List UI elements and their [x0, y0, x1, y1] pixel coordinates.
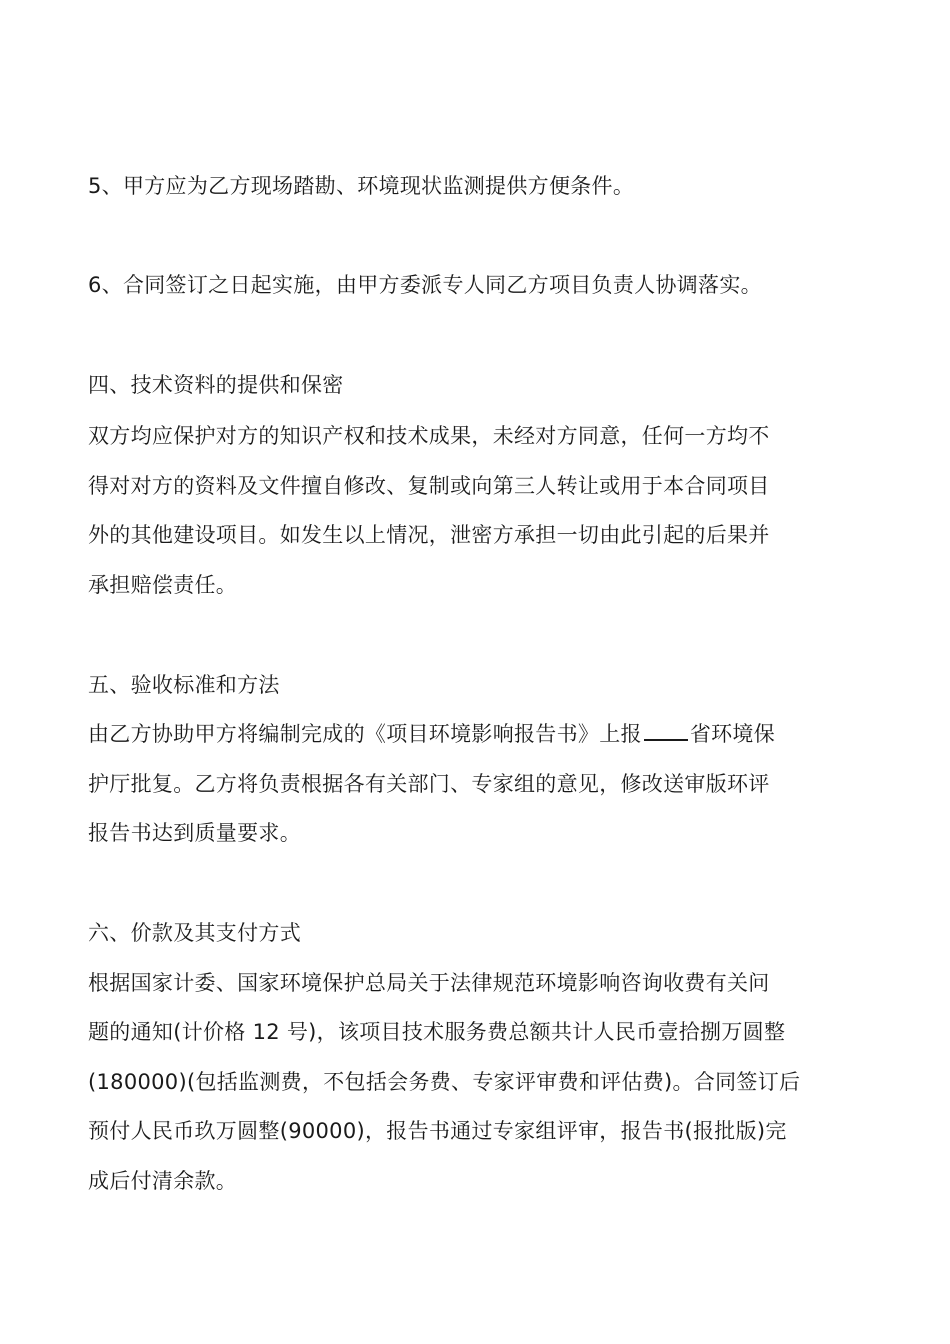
section-6-paragraph-line: 成后付清余款。: [88, 1169, 238, 1193]
section-4-paragraph-line: 承担赔偿责任。: [88, 573, 238, 597]
section-5-heading: 五、验收标准和方法: [88, 673, 280, 697]
section-4-paragraph-line: 外的其他建设项目。如发生以上情况，泄密方承担一切由此引起的后果并: [88, 523, 770, 547]
section-6-heading: 六、价款及其支付方式: [88, 921, 301, 945]
clause-5: 5、甲方应为乙方现场踏勘、环境现状监测提供方便条件。: [88, 174, 635, 198]
section-6-paragraph-line: 题的通知(计价格 12 号)，该项目技术服务费总额共计人民币壹拾捌万圆整: [88, 1020, 786, 1044]
section-4-paragraph-line: 得对对方的资料及文件擅自修改、复制或向第三人转让或用于本合同项目: [88, 474, 770, 498]
section-5-paragraph-line: [88, 719, 868, 749]
section-5-paragraph-line: 报告书达到质量要求。: [88, 821, 301, 845]
section-4-paragraph-line: 双方均应保护对方的知识产权和技术成果，未经对方同意，任何一方均不: [88, 424, 770, 448]
section-4-heading: 四、技术资料的提供和保密: [88, 373, 344, 397]
clause-6: 6、合同签订之日起实施，由甲方委派专人同乙方项目负责人协调落实。: [88, 273, 762, 297]
section-5-paragraph-line: 护厅批复。乙方将负责根据各有关部门、专家组的意见，修改送审版环评: [88, 772, 770, 796]
section-6-paragraph-line: 根据国家计委、国家环境保护总局关于法律规范环境影响咨询收费有关问: [88, 971, 770, 995]
section-6-paragraph-line: 预付人民币玖万圆整(90000)，报告书通过专家组评审，报告书(报批版)完: [88, 1119, 787, 1143]
section-5-text-after-blank: 省环境保: [689, 722, 776, 746]
section-5-text-before-blank: 由乙方协助甲方将编制完成的《项目环境影响报告书》上报: [88, 722, 642, 746]
section-6-paragraph-line: (180000)(包括监测费，不包括会务费、专家评审费和评估费)。合同签订后: [88, 1070, 801, 1094]
province-blank[interactable]: [644, 719, 688, 741]
